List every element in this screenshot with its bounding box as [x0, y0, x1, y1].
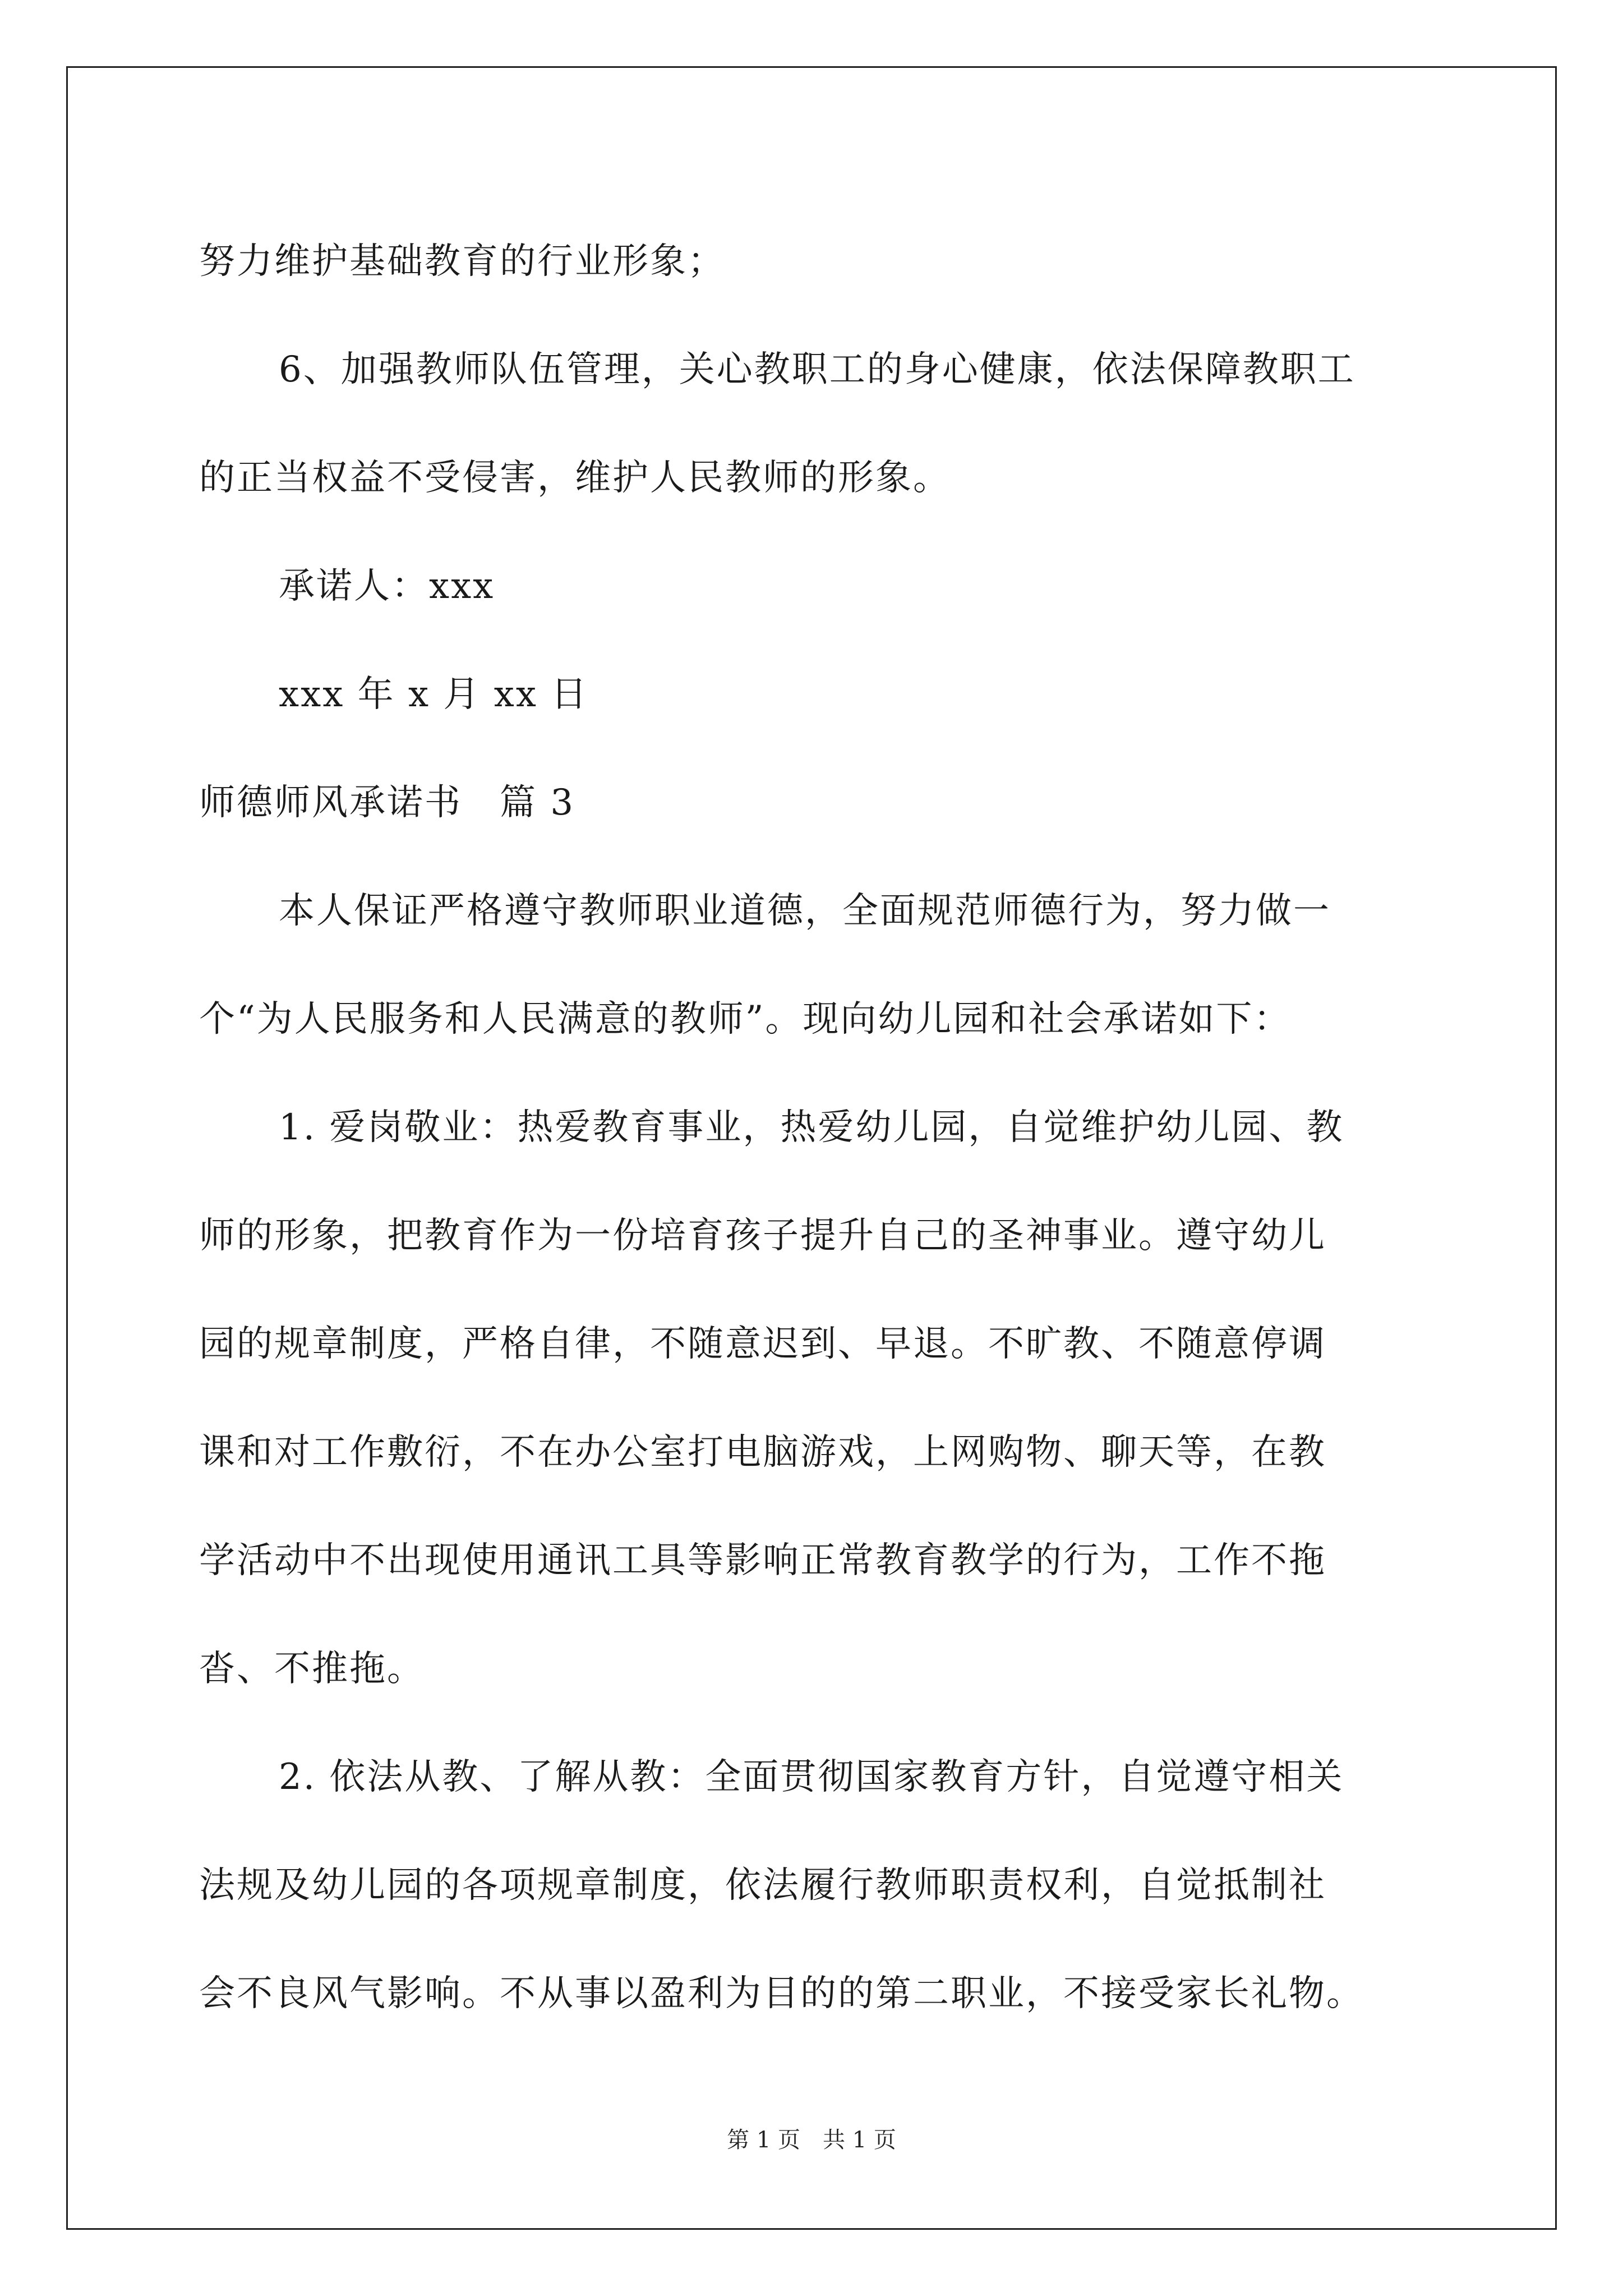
text-line: 1. 爱岗敬业：热爱教育事业，热爱幼儿园，自觉维护幼儿园、教 — [279, 1107, 1344, 1148]
text-line: 学活动中不出现使用通讯工具等影响正常教育教学的行为，工作不拖 — [199, 1540, 1326, 1581]
text-line: 师的形象，把教育作为一份培育孩子提升自己的圣神事业。遵守幼儿 — [199, 1215, 1326, 1257]
page-number: 第 1 页 共 1 页 — [727, 2127, 896, 2153]
text-line: 园的规章制度，严格自律，不随意迟到、早退。不旷教、不随意停调 — [199, 1323, 1326, 1365]
section-heading: 师德师风承诺书 篇 3 — [199, 782, 575, 823]
text-line: 个“为人民服务和人民满意的教师”。现向幼儿园和社会承诺如下： — [199, 999, 1292, 1040]
text-line: 沓、不推拖。 — [199, 1648, 425, 1690]
text-line: 课和对工作敷衍，不在办公室打电脑游戏，上网购物、聊天等，在教 — [199, 1432, 1326, 1473]
signatory-line: 承诺人：xxx — [279, 565, 495, 607]
text-line: 的正当权益不受侵害，维护人民教师的形象。 — [199, 457, 951, 499]
text-line: 法规及幼儿园的各项规章制度，依法履行教师职责权利，自觉抵制社 — [199, 1865, 1326, 1906]
text-line: 努力维护基础教育的行业形象； — [199, 241, 725, 282]
text-line: 6、加强教师队伍管理，关心教职工的身心健康，依法保障教职工 — [279, 349, 1355, 390]
text-line: 本人保证严格遵守教师职业道德，全面规范师德行为，努力做一 — [279, 890, 1331, 932]
document-body — [199, 208, 1433, 2048]
text-line: 会不良风气影响。不从事以盈利为目的的第二职业，不接受家长礼物。 — [199, 1973, 1364, 2014]
text-line: 2. 依法从教、了解从教：全面贯彻国家教育方针，自觉遵守相关 — [279, 1756, 1344, 1798]
date-line: xxx 年 x 月 xx 日 — [279, 674, 589, 715]
